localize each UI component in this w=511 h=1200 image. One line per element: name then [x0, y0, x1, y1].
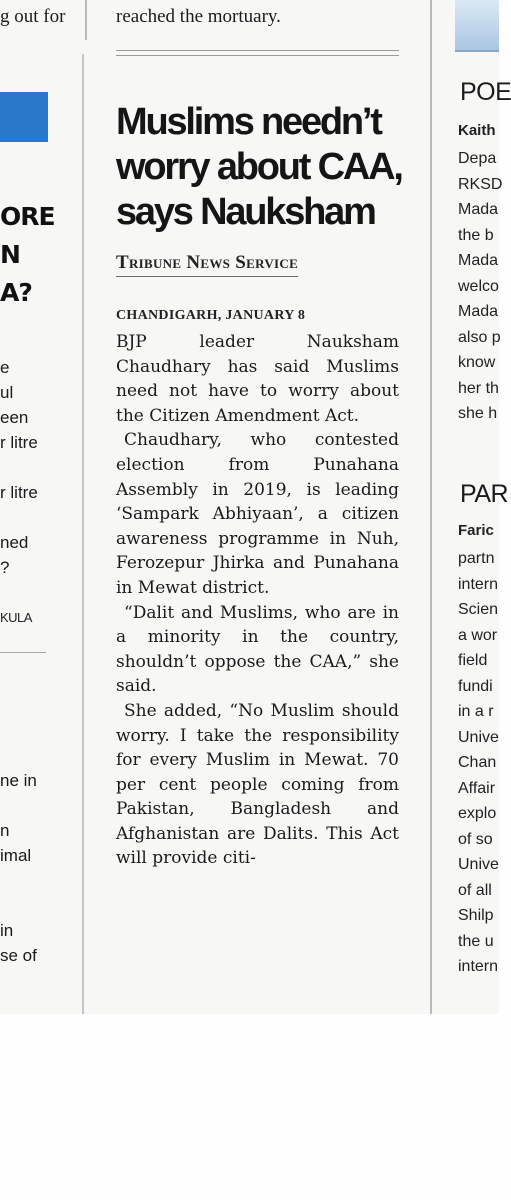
left-text-line: n [0, 821, 10, 840]
right-text-line: the u [458, 932, 494, 950]
right-story-dateline-2: Faric [458, 522, 494, 539]
right-text-line: her th [458, 379, 499, 397]
left-text-line [0, 505, 38, 530]
article-headline: Muslims needn’t worry about CAA, says Nauksham [116, 101, 402, 233]
left-text-line: ned [0, 533, 29, 552]
right-text-line: in a r [458, 703, 494, 720]
right-text-line: Mada [458, 303, 499, 320]
right-text-line: field [458, 652, 488, 669]
article-paragraph: She added, “No Muslim should worry. I take the responsibility for every Muslim in Mewat. 70 per cent people coming from Pakistan, Bangladesh and Afghanistan are Dalits. This Act will provide citi- [116, 700, 399, 869]
left-byline: KULA [0, 610, 32, 625]
left-text-line [0, 455, 38, 480]
story-separator-rule [116, 50, 399, 51]
right-text-line: also p [458, 328, 501, 346]
right-story-heading: POE [460, 78, 511, 106]
left-text-line [0, 893, 37, 918]
right-text-line: she h [458, 405, 498, 422]
left-divider [0, 652, 46, 653]
right-photo-edge [455, 0, 499, 52]
right-text-line: partn [458, 550, 495, 567]
article-paragraph: Chaudhary, who contested election from Punahana Assembly in 2019, is leading ‘Sampark Abhiyaan’, a citizen awareness programme in Nuh, Ferozepur Jhirka and Punahana in Mewat district. [116, 430, 399, 598]
left-text-line: e [0, 358, 10, 377]
right-text-line: Shilp [458, 907, 494, 924]
left-text-line: ? [0, 558, 10, 577]
previous-story-tail: reached the mortuary. [116, 6, 281, 27]
article-paragraph: BJP leader Nauksham Chaudhary has said Muslims need not have to worry about the Citizen Amendment Act. [116, 332, 399, 426]
news-service-credit: Tribune News Service [116, 252, 298, 277]
right-text-line: Affair [458, 779, 496, 797]
story-separator-rule [116, 55, 399, 56]
left-column-top-text: g out for [0, 6, 66, 27]
right-text-line: of all [458, 881, 492, 899]
right-story-text [458, 146, 502, 427]
left-text-line: r litre [0, 433, 38, 452]
right-text-line: fundi [458, 677, 493, 695]
left-text-line: een [0, 408, 29, 427]
right-text-line: Scien [458, 601, 499, 618]
right-text-line: Chan [458, 754, 497, 771]
left-text-line: imal [0, 846, 32, 865]
right-text-line: intern [458, 575, 499, 593]
right-text-line: Unive [458, 728, 499, 746]
article-paragraph: “Dalit and Muslims, who are in a minority in the country, shouldn’t oppose the CAA,” she said. [116, 602, 399, 697]
right-text-line: RKSD [458, 175, 503, 193]
right-text-line: a wor [458, 626, 498, 644]
left-heading-line: N [0, 240, 20, 269]
left-heading-line: A? [0, 278, 32, 307]
left-text-line: ne in [0, 771, 37, 790]
right-text-line: of so [458, 830, 493, 848]
left-text-line [0, 793, 37, 818]
article-dateline: CHANDIGARH, JANUARY 8 [116, 308, 306, 323]
right-text-line: intern [458, 958, 499, 975]
right-story-heading-2: PAR [460, 480, 509, 508]
right-text-line: explo [458, 805, 497, 822]
article-body [116, 330, 399, 871]
right-text-line: Depa [458, 150, 497, 167]
left-text-line: in [0, 921, 14, 940]
right-text-line: Mada [458, 201, 499, 218]
left-text-line: ul [0, 383, 14, 402]
left-text-line [0, 330, 38, 355]
right-text-line: the b [458, 226, 494, 244]
right-text-line: know [458, 354, 496, 371]
right-text-line: Unive [458, 856, 499, 873]
left-sidebar-text [0, 330, 38, 580]
right-text-line: Mada [458, 252, 499, 269]
left-text-line [0, 868, 37, 893]
left-heading-line: ORE [0, 202, 55, 231]
right-story-dateline: Kaith [458, 122, 496, 139]
column-rule [430, 0, 432, 1014]
right-story-text-2 [458, 546, 499, 980]
left-text-line: se of [0, 946, 37, 965]
left-sidebar-text-2 [0, 768, 37, 968]
right-text-line: welco [458, 277, 499, 295]
column-rule [85, 0, 87, 40]
left-blue-graphic [0, 92, 48, 142]
left-sidebar-heading [0, 198, 55, 312]
left-text-line: r litre [0, 483, 38, 502]
